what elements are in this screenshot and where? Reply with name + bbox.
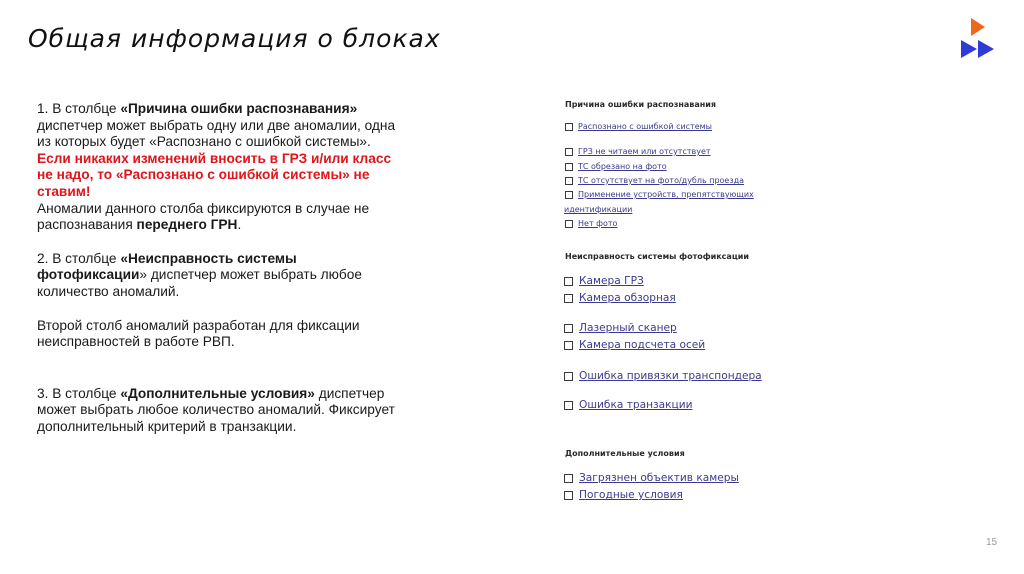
checkbox-label[interactable]: Распознано с ошибкой системы — [578, 122, 712, 131]
checkbox-item[interactable] — [564, 321, 677, 335]
checkbox-label[interactable]: Камера ГРЗ — [579, 275, 644, 287]
checkbox-label[interactable]: ГРЗ не читаем или отсутствует — [578, 147, 711, 156]
checkbox[interactable] — [564, 474, 573, 483]
checkbox[interactable] — [565, 191, 573, 199]
checkbox[interactable] — [564, 277, 573, 286]
checkbox[interactable] — [564, 341, 573, 350]
logo-orange-arrow — [971, 18, 985, 36]
checkbox[interactable] — [564, 491, 573, 500]
checkbox[interactable] — [565, 123, 573, 131]
logo-blue-arrow-left — [961, 40, 977, 58]
checkbox-label[interactable]: ТС отсутствует на фото/дубль проезда — [578, 176, 745, 185]
block1-warning: Если никаких изменений вносить в ГРЗ и/или класс не надо, то «Распознано с ошибкой системы» не ставим! — [37, 150, 392, 199]
checkbox-item[interactable] — [564, 488, 683, 502]
checkbox-item[interactable] — [564, 338, 705, 352]
section1-heading: Причина ошибки распознавания — [565, 100, 717, 109]
checkbox-item[interactable] — [564, 471, 739, 485]
checkbox-label[interactable]: Камера обзорная — [579, 292, 676, 304]
checkbox-item[interactable] — [564, 274, 644, 288]
checkbox-label[interactable]: Применение устройств, препятствующих — [578, 190, 754, 199]
checkbox[interactable] — [565, 148, 573, 156]
checkbox-item[interactable] — [564, 398, 693, 412]
checkbox[interactable] — [564, 294, 573, 303]
checkbox[interactable] — [564, 401, 573, 410]
checkbox[interactable] — [564, 372, 573, 381]
checkbox-item[interactable] — [565, 189, 754, 201]
instructions-text — [37, 101, 397, 436]
block3-paragraph: 3. В столбце «Дополнительные условия» диспетчер может выбрать любое количество аномалий. Фиксирует дополнительный критерий в транзакции. — [37, 385, 395, 434]
play-arrows-logo — [958, 18, 1004, 62]
logo-blue-arrow-right — [978, 40, 994, 58]
checkbox-item[interactable] — [565, 161, 667, 173]
checkbox-label[interactable]: Нет фото — [578, 219, 618, 228]
checkbox-label-continuation[interactable]: идентификации — [564, 205, 633, 214]
checkbox-item[interactable] — [565, 218, 617, 230]
checkbox-item[interactable] — [565, 146, 711, 158]
block1-note: Аномалии данного столба фиксируются в случае не распознавания переднего ГРН. — [37, 200, 370, 233]
checkbox[interactable] — [565, 163, 573, 171]
block2-extra: Второй столб аномалий разработан для фиксации неисправностей в работе РВП. — [37, 317, 360, 350]
checkbox-item[interactable] — [565, 175, 744, 187]
checkbox-label[interactable]: Погодные условия — [579, 489, 683, 501]
checkbox-label[interactable]: Ошибка привязки транспондера — [579, 370, 762, 382]
page-title: Общая информация о блоках — [28, 24, 441, 53]
checkbox-label[interactable]: Камера подсчета осей — [579, 339, 706, 351]
checkbox-item[interactable] — [565, 121, 712, 133]
section3-heading: Дополнительные условия — [565, 449, 685, 458]
page-number: 15 — [986, 537, 998, 548]
checkbox-label[interactable]: ТС обрезано на фото — [578, 162, 667, 171]
section2-heading: Неисправность системы фотофиксации — [565, 252, 749, 261]
checkbox[interactable] — [564, 324, 573, 333]
block1-paragraph: 1. В столбце «Причина ошибки распознавания» диспетчер может выбрать одну или две аномалии, одна из которых будет «Распознано с ошибкой системы». — [37, 101, 396, 150]
checkbox[interactable] — [565, 177, 573, 185]
checkbox-item[interactable] — [564, 291, 676, 305]
checkbox-item[interactable] — [564, 369, 762, 383]
checkbox-label[interactable]: Лазерный сканер — [579, 322, 677, 334]
checkbox-label[interactable]: Загрязнен объектив камеры — [579, 472, 739, 484]
block2-paragraph: 2. В столбце «Неисправность системы фотофиксации» диспетчер может выбрать любое количество аномалий. — [37, 250, 362, 299]
checkbox-label[interactable]: Ошибка транзакции — [579, 399, 693, 411]
checkbox[interactable] — [565, 220, 573, 228]
